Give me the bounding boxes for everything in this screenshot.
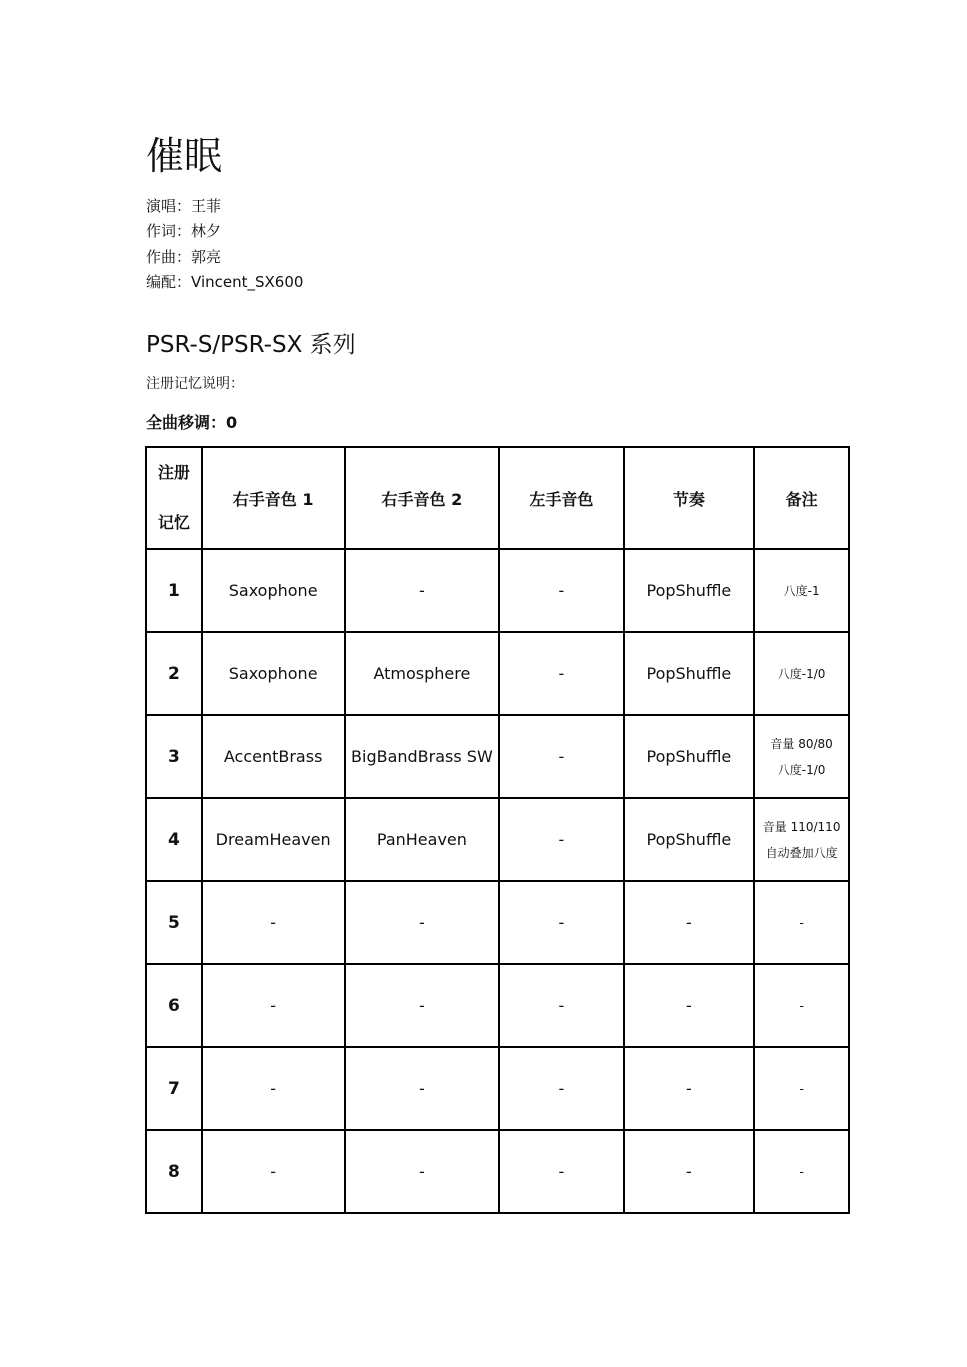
registration-table [145, 446, 850, 1214]
table-row [146, 798, 849, 881]
header-right-voice-2: 右手音色 2 [345, 447, 500, 549]
series-heading: PSR-S/PSR-SX 系列 [146, 332, 356, 358]
cell-rhythm: PopShuffle [624, 798, 755, 881]
cell-registration-number: 2 [146, 632, 202, 715]
meta-singer [146, 196, 221, 216]
meta-label: 作曲： [146, 248, 192, 266]
cell-left-voice: - [499, 1130, 623, 1213]
cell-rhythm: - [624, 1130, 755, 1213]
cell-notes [754, 632, 849, 715]
meta-label: 作词： [146, 222, 192, 240]
header-left-voice: 左手音色 [499, 447, 623, 549]
cell-rhythm: - [624, 881, 755, 964]
cell-left-voice: - [499, 881, 623, 964]
note-line: 八度-1/0 [777, 666, 826, 681]
note-line: 八度-1/0 [777, 762, 826, 777]
cell-registration-number: 7 [146, 1047, 202, 1130]
cell-right-voice-2: - [345, 1047, 500, 1130]
cell-right-voice-2: - [345, 549, 500, 632]
cell-right-voice-1: Saxophone [202, 549, 345, 632]
cell-rhythm: - [624, 964, 755, 1047]
meta-value: 王菲 [191, 197, 222, 215]
cell-right-voice-2: Atmosphere [345, 632, 500, 715]
cell-right-voice-1: DreamHeaven [202, 798, 345, 881]
table-row [146, 1047, 849, 1130]
cell-right-voice-2: - [345, 964, 500, 1047]
meta-composer [146, 247, 221, 267]
cell-notes [754, 549, 849, 632]
cell-right-voice-1: - [202, 1047, 345, 1130]
table-row [146, 632, 849, 715]
meta-label: 编配： [146, 273, 192, 291]
registration-description: 注册记忆说明： [146, 376, 244, 392]
cell-right-voice-1: Saxophone [202, 632, 345, 715]
cell-rhythm: - [624, 1047, 755, 1130]
cell-notes [754, 1047, 849, 1130]
table-row [146, 715, 849, 798]
transpose-label: 全曲移调：0 [146, 413, 238, 432]
note-line: - [799, 1164, 804, 1179]
cell-notes [754, 715, 849, 798]
header-registration [146, 447, 202, 549]
meta-value: Vincent_SX600 [191, 273, 304, 291]
meta-value: 林夕 [191, 222, 222, 240]
cell-right-voice-1: - [202, 1130, 345, 1213]
header-notes: 备注 [754, 447, 849, 549]
meta-label: 演唱： [146, 197, 192, 215]
cell-notes [754, 881, 849, 964]
cell-registration-number: 6 [146, 964, 202, 1047]
note-line: - [799, 998, 804, 1013]
cell-left-voice: - [499, 549, 623, 632]
cell-left-voice: - [499, 1047, 623, 1130]
note-line: 八度-1 [783, 583, 820, 598]
cell-registration-number: 3 [146, 715, 202, 798]
cell-right-voice-2: - [345, 1130, 500, 1213]
cell-notes [754, 798, 849, 881]
cell-right-voice-1: AccentBrass [202, 715, 345, 798]
cell-rhythm: PopShuffle [624, 549, 755, 632]
header-right-voice-1: 右手音色 1 [202, 447, 345, 549]
table-row [146, 964, 849, 1047]
cell-right-voice-1: - [202, 964, 345, 1047]
note-line: 音量 110/110 [762, 819, 841, 834]
cell-right-voice-2: BigBandBrass SW [345, 715, 500, 798]
note-line: - [799, 915, 804, 930]
cell-right-voice-2: - [345, 881, 500, 964]
cell-rhythm: PopShuffle [624, 632, 755, 715]
cell-notes [754, 964, 849, 1047]
cell-left-voice: - [499, 964, 623, 1047]
cell-left-voice: - [499, 632, 623, 715]
cell-rhythm: PopShuffle [624, 715, 755, 798]
cell-right-voice-1: - [202, 881, 345, 964]
cell-notes [754, 1130, 849, 1213]
header-text: 注册 [157, 463, 190, 482]
meta-arranger [146, 272, 303, 292]
table-row [146, 881, 849, 964]
cell-left-voice: - [499, 798, 623, 881]
meta-lyricist [146, 221, 221, 241]
header-text: 记忆 [157, 513, 190, 532]
cell-registration-number: 5 [146, 881, 202, 964]
song-title: 催眠 [146, 134, 223, 178]
cell-left-voice: - [499, 715, 623, 798]
table-row [146, 549, 849, 632]
note-line: 音量 80/80 [770, 736, 833, 751]
table-row [146, 1130, 849, 1213]
cell-right-voice-2: PanHeaven [345, 798, 500, 881]
meta-value: 郭亮 [191, 248, 222, 266]
cell-registration-number: 1 [146, 549, 202, 632]
note-line: 自动叠加八度 [765, 845, 838, 860]
cell-registration-number: 8 [146, 1130, 202, 1213]
table-header-row [146, 447, 849, 549]
note-line: - [799, 1081, 804, 1096]
header-rhythm: 节奏 [624, 447, 755, 549]
cell-registration-number: 4 [146, 798, 202, 881]
